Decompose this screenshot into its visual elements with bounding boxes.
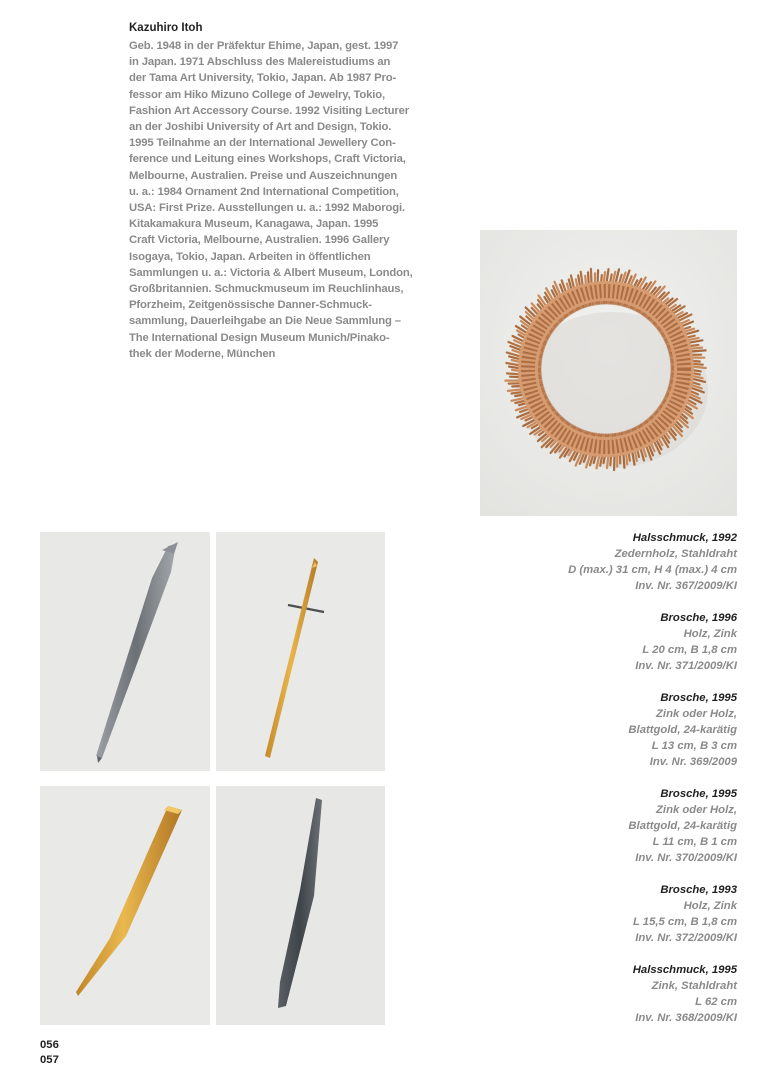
caption-title: Brosche, 1993 — [660, 884, 737, 896]
bio-line: 1995 Teilnahme an der International Jewellery Con- — [129, 137, 396, 150]
page-numbers — [40, 1038, 59, 1068]
caption-brooch-1993 — [517, 882, 737, 946]
caption-line: Inv. Nr. 369/2009 — [649, 756, 737, 768]
bio-line: Isogaya, Tokio, Japan. Arbeiten in öffentlichen — [129, 250, 371, 263]
caption-title: Brosche, 1995 — [660, 692, 737, 704]
bio-line: Pforzheim, Zeitgenössische Danner-Schmuck- — [129, 299, 372, 312]
bio-line: Fashion Art Accessory Course. 1992 Visiting Lecturer — [129, 104, 409, 117]
caption-title: Brosche, 1996 — [660, 612, 737, 624]
caption-line: Inv. Nr. 370/2009/KI — [635, 852, 737, 864]
caption-line: Holz, Zink — [683, 628, 737, 640]
caption-line: Zink oder Holz, — [656, 804, 737, 816]
bio-line: Sammlungen u. a.: Victoria & Albert Museum, London, — [129, 266, 413, 279]
brooch-photo-zinc — [40, 532, 210, 771]
caption-title: Halsschmuck, 1992 — [632, 532, 737, 544]
gold-brooch — [40, 786, 210, 1025]
caption-line: L 15,5 cm, B 1,8 cm — [632, 916, 737, 928]
brooch-photo-gold — [40, 786, 210, 1025]
dark-zinc-brooch — [216, 786, 385, 1025]
page-number-left: 056 — [40, 1039, 59, 1051]
bio-line: in Japan. 1971 Abschluss des Malereistudiums an — [129, 56, 391, 69]
gold-brooch-with-pin — [216, 532, 385, 771]
bio-line: thek der Moderne, München — [129, 347, 276, 360]
caption-line: Zink, Stahldraht — [651, 980, 737, 992]
bio-line: Melbourne, Australien. Preise und Auszeichnungen — [129, 169, 398, 182]
artist-name: Kazuhiro Itoh — [129, 22, 203, 34]
caption-line: L 62 cm — [695, 996, 737, 1008]
caption-line: L 13 cm, B 3 cm — [651, 740, 737, 752]
bio-line: u. a.: 1984 Ornament 2nd International Competition, — [129, 185, 399, 198]
bio-line: Großbritannien. Schmuckmuseum im Reuchlinhaus, — [129, 283, 404, 296]
caption-brooch-1996 — [517, 610, 737, 674]
brooch-photo-dark-zinc — [216, 786, 385, 1025]
artist-biography — [129, 20, 413, 362]
bio-line: The International Design Museum Munich/Pinako- — [129, 331, 390, 344]
bio-line: USA: First Prize. Ausstellungen u. a.: 1992 Maborogi. — [129, 202, 405, 215]
brooch-photo-gold-pin — [216, 532, 385, 771]
caption-line: D (max.) 31 cm, H 4 (max.) 4 cm — [568, 564, 737, 576]
bio-line: der Tama Art University, Tokio, Japan. Ab 1987 Pro- — [129, 72, 397, 85]
caption-title: Brosche, 1995 — [660, 788, 737, 800]
caption-title: Halsschmuck, 1995 — [632, 964, 737, 976]
bio-line: an der Joshibi University of Art and Design, Tokio. — [129, 121, 392, 134]
page-number-right: 057 — [40, 1054, 59, 1066]
bio-line: sammlung, Dauerleihgabe an Die Neue Sammlung – — [129, 315, 401, 328]
caption-line: Holz, Zink — [683, 900, 737, 912]
caption-line: Inv. Nr. 367/2009/KI — [635, 580, 737, 592]
caption-line: Zink oder Holz, — [656, 708, 737, 720]
caption-necklace-1995 — [517, 962, 737, 1026]
captions — [517, 530, 737, 1042]
caption-line: L 11 cm, B 1 cm — [652, 836, 737, 848]
caption-line: Inv. Nr. 368/2009/KI — [635, 1012, 737, 1024]
caption-line: Blattgold, 24-karätig — [628, 724, 737, 736]
caption-line: Blattgold, 24-karätig — [628, 820, 737, 832]
caption-brooch-1995-a — [517, 690, 737, 770]
caption-line: Inv. Nr. 372/2009/KI — [635, 932, 737, 944]
wood-ring-necklace — [480, 230, 737, 516]
caption-line: Zedernholz, Stahldraht — [614, 548, 737, 560]
caption-line: Inv. Nr. 371/2009/KI — [635, 660, 737, 672]
bio-line: fessor am Hiko Mizuno College of Jewelry, Tokio, — [129, 88, 386, 101]
bio-line: ference und Leitung eines Workshops, Craft Victoria, — [129, 153, 406, 166]
bio-line: Kitakamakura Museum, Kanagawa, Japan. 1995 — [129, 218, 379, 231]
caption-necklace-1992 — [517, 530, 737, 594]
necklace-photo — [480, 230, 737, 516]
bio-line: Craft Victoria, Melbourne, Australien. 1996 Gallery — [129, 234, 390, 247]
bio-line: Geb. 1948 in der Präfektur Ehime, Japan, gest. 1997 — [129, 40, 399, 52]
caption-line: L 20 cm, B 1,8 cm — [642, 644, 737, 656]
caption-brooch-1995-b — [517, 786, 737, 866]
zinc-brooch — [40, 532, 210, 771]
